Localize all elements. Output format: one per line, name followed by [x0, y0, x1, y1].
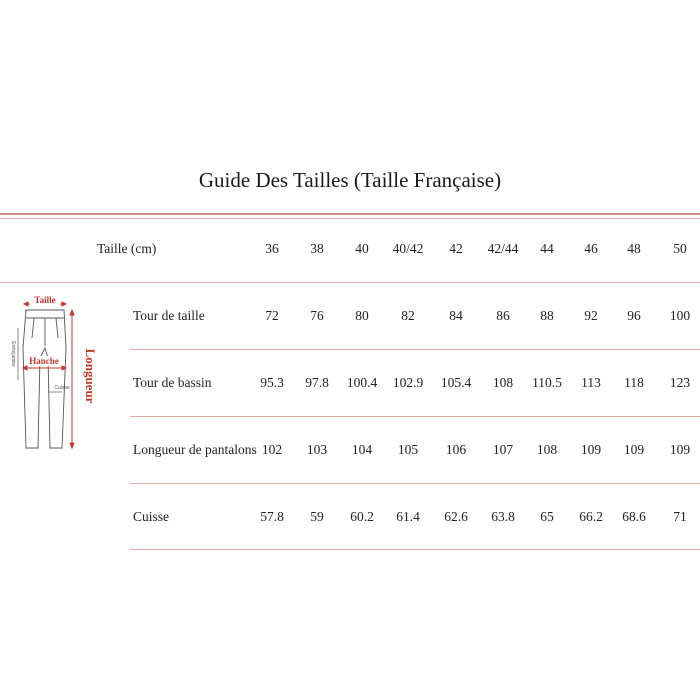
- table-cell: 113: [581, 375, 601, 390]
- row-label: Longueur de pantalons: [133, 442, 257, 457]
- table-cell: 100: [669, 308, 691, 323]
- table-cell: 102.9: [392, 375, 424, 390]
- hanche-label: Hanche: [29, 356, 59, 366]
- row-label: Cuisse: [133, 509, 170, 524]
- table-cell: 62.6: [444, 509, 468, 524]
- table-cell: 61.4: [396, 509, 420, 524]
- table-cell: 95.3: [260, 375, 284, 390]
- table-cell: 72: [265, 308, 279, 323]
- table-cell: 60.2: [350, 509, 374, 524]
- row-divider: [130, 549, 700, 550]
- table-cell: 106: [445, 442, 467, 457]
- hanche-arrow: [23, 366, 66, 370]
- size-header-cell: 40/42: [392, 241, 424, 256]
- table-cell: 84: [449, 308, 463, 323]
- table-cell: 109: [580, 442, 602, 457]
- size-header-cell: 42: [449, 241, 463, 256]
- table-cell: 57.8: [260, 509, 284, 524]
- entrejambe-label: Entrejambe: [10, 341, 16, 367]
- table-cell: 118: [624, 375, 644, 390]
- row-label: Tour de taille: [133, 308, 205, 323]
- table-cell: 108: [536, 442, 558, 457]
- title-rule-thin: [0, 218, 700, 219]
- size-header-cell: 36: [265, 241, 279, 256]
- row-divider: [130, 416, 700, 417]
- row-divider: [130, 349, 700, 350]
- table-cell: 110.5: [532, 375, 562, 390]
- table-cell: 109: [669, 442, 691, 457]
- table-cell: 71: [673, 509, 687, 524]
- table-cell: 104: [351, 442, 373, 457]
- table-cell: 66.2: [579, 509, 603, 524]
- size-header-cell: 44: [540, 241, 554, 256]
- header-label: Taille (cm): [97, 241, 157, 256]
- table-cell: 68.6: [622, 509, 646, 524]
- table-cell: 123: [669, 375, 691, 390]
- table-cell: 102: [261, 442, 283, 457]
- pants-diagram: [4, 288, 104, 488]
- table-cell: 97.8: [305, 375, 329, 390]
- table-cell: 103: [306, 442, 328, 457]
- table-cell: 100.4: [346, 375, 378, 390]
- table-cell: 109: [623, 442, 645, 457]
- header-rule: [0, 282, 700, 283]
- longueur-arrow: [70, 310, 74, 448]
- page-title: Guide Des Tailles (Taille Française): [198, 168, 502, 192]
- table-cell: 63.8: [491, 509, 515, 524]
- table-cell: 59: [310, 509, 324, 524]
- table-cell: 82: [401, 308, 415, 323]
- size-header-cell: 38: [310, 241, 324, 256]
- size-header-cell: 42/44: [487, 241, 519, 256]
- cuisse-label: Cuisse: [54, 385, 70, 391]
- size-header-cell: 46: [584, 241, 598, 256]
- row-label: Tour de bassin: [133, 375, 212, 390]
- table-cell: 96: [627, 308, 641, 323]
- table-cell: 80: [355, 308, 369, 323]
- table-cell: 86: [496, 308, 510, 323]
- size-header-cell: 50: [673, 241, 687, 256]
- longueur-label: Longueur: [83, 348, 98, 404]
- size-header-cell: 40: [355, 241, 369, 256]
- title-rule: [0, 213, 700, 215]
- table-cell: 65: [540, 509, 554, 524]
- table-cell: 92: [584, 308, 598, 323]
- size-header-cell: 48: [627, 241, 641, 256]
- taille-label: Taille: [34, 295, 56, 305]
- table-cell: 107: [492, 442, 514, 457]
- table-cell: 108: [492, 375, 514, 390]
- pants-outline: [23, 310, 66, 448]
- table-cell: 105: [397, 442, 419, 457]
- table-cell: 88: [540, 308, 554, 323]
- table-cell: 76: [310, 308, 324, 323]
- table-cell: 105.4: [440, 375, 472, 390]
- row-divider: [130, 483, 700, 484]
